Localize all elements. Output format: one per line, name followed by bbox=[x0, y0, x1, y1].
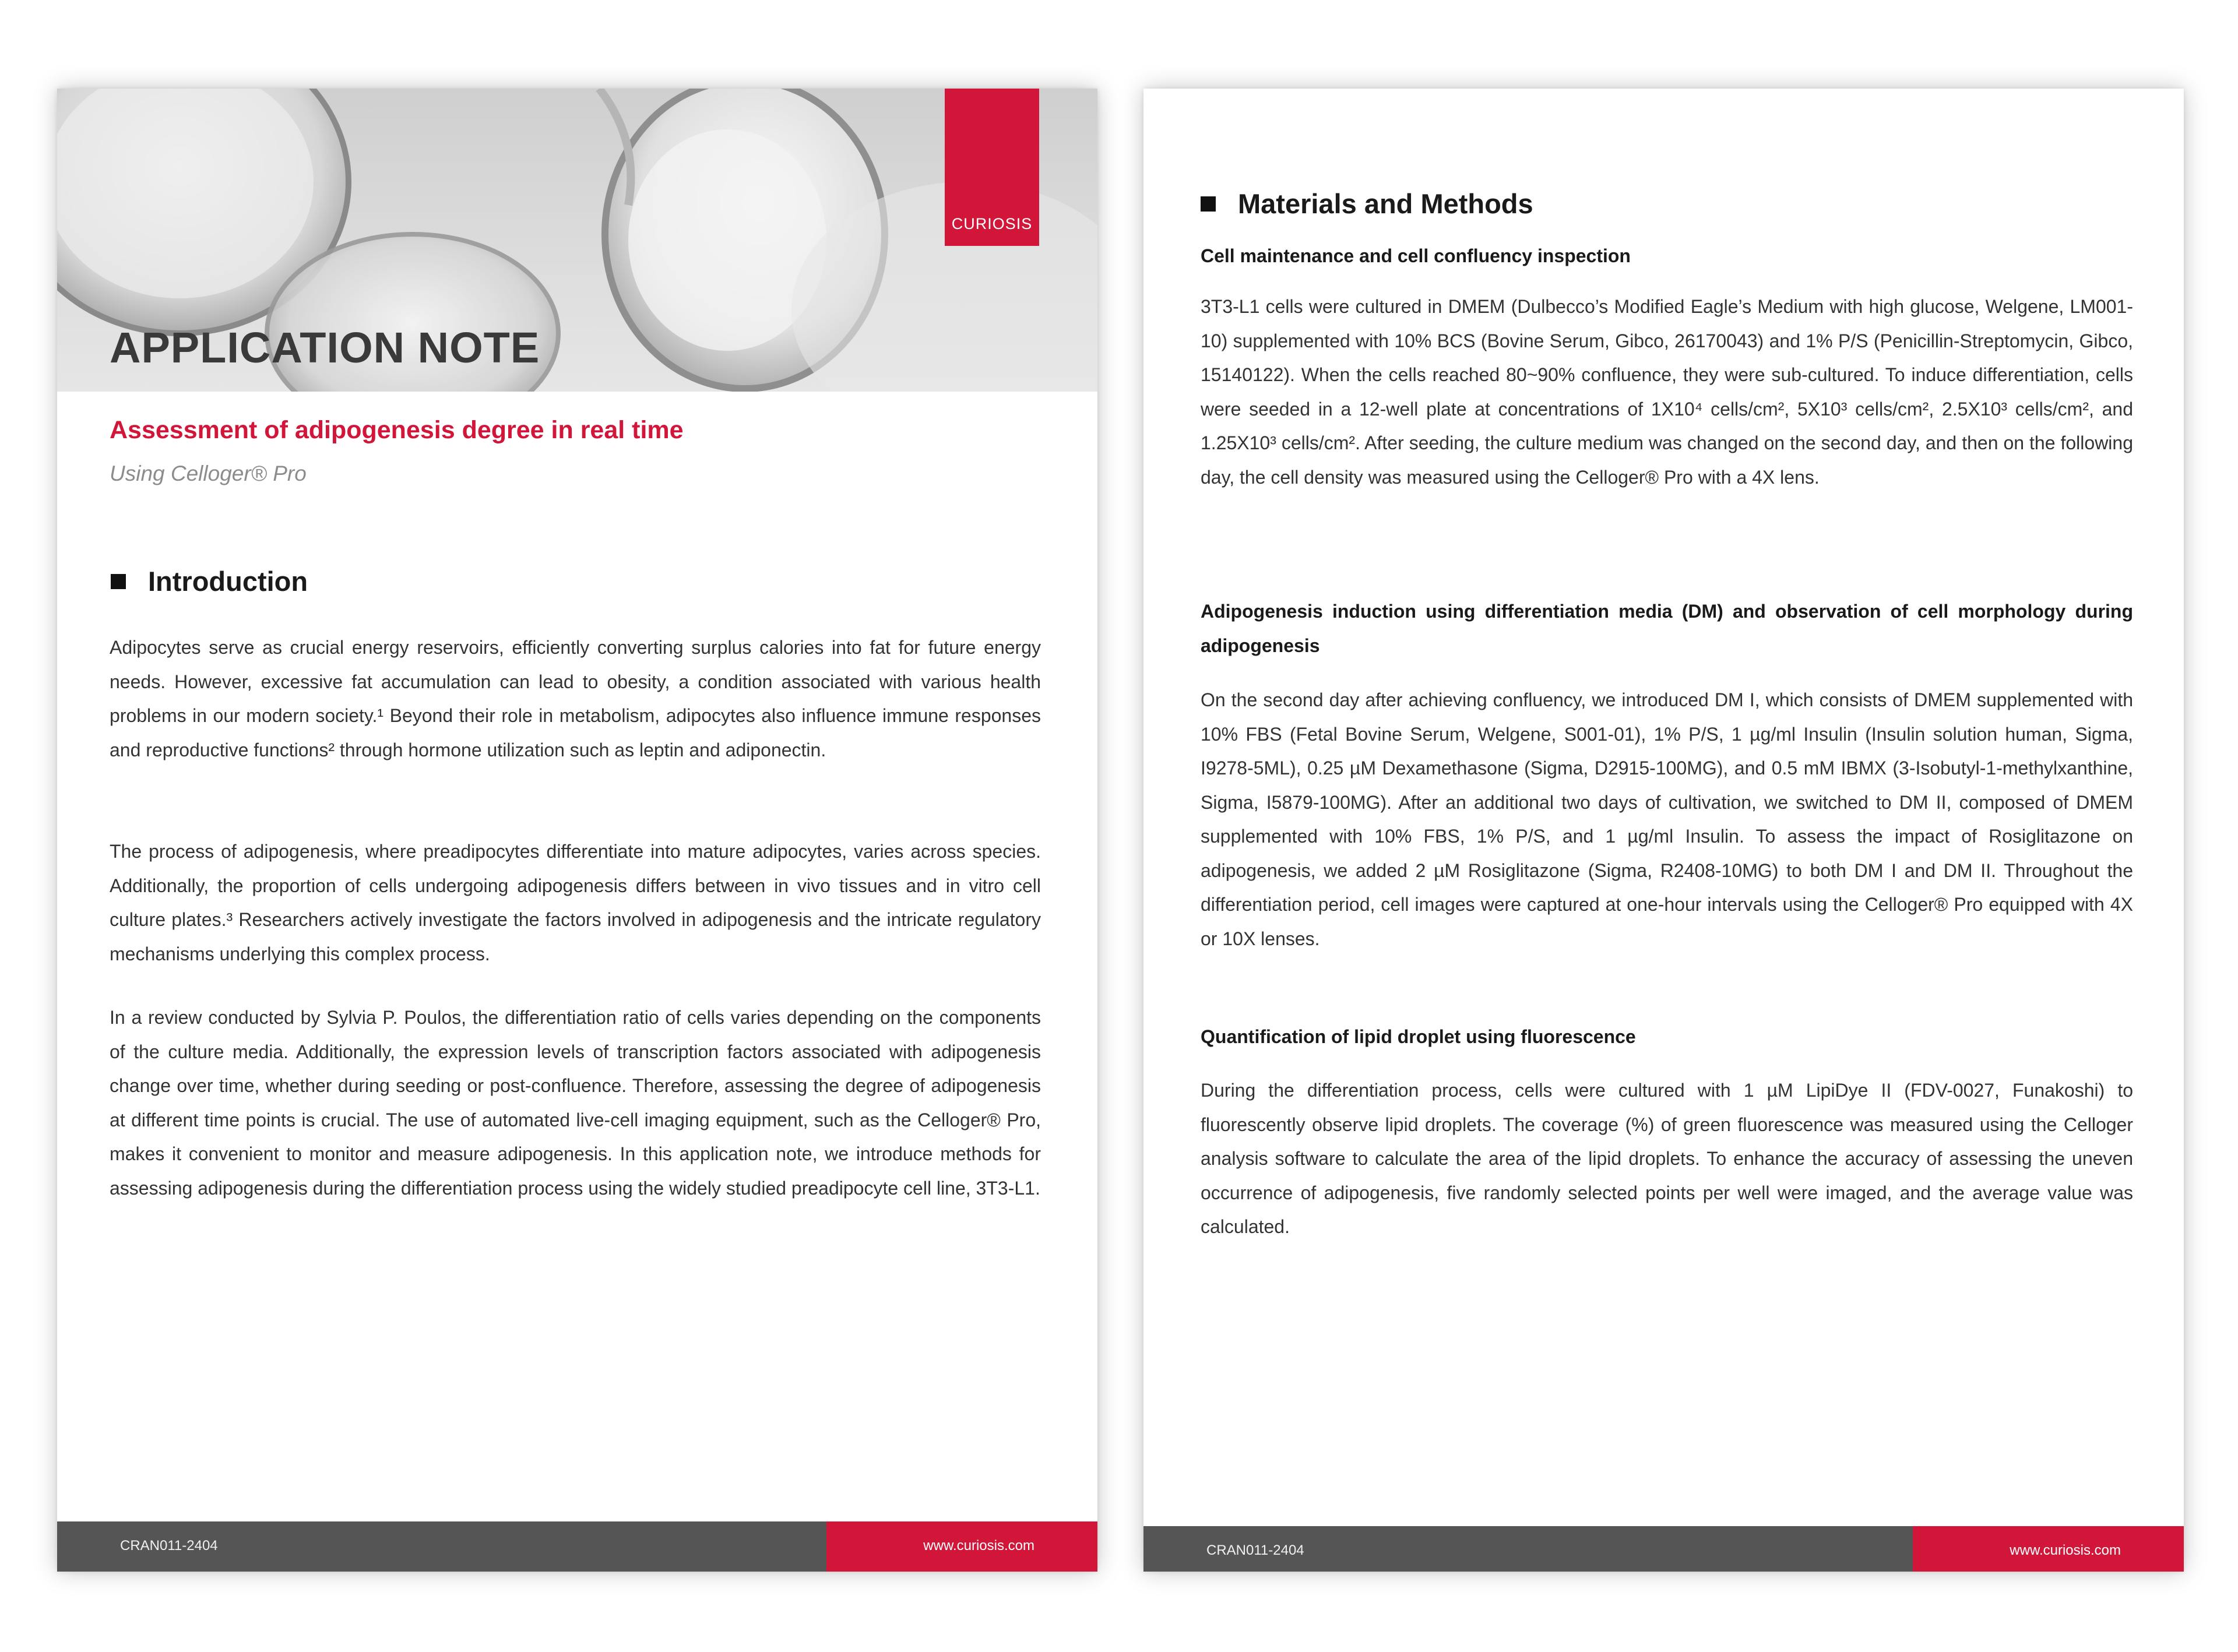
intro-paragraph-2: The process of adipogenesis, where preadipocytes differentiate into mature adipocytes, varies across species. Additionally, the proportion of cells undergoing adipogenesis differs between in vivo tissues and in vitro cell culture plates.³ Researchers actively investigate the factors involved in adipogenesis and the intricate regulatory mechanisms underlying this complex process. bbox=[110, 841, 1041, 964]
header-photo bbox=[57, 89, 1097, 392]
bullet-square-icon bbox=[1201, 196, 1216, 212]
subheading-lipid-quantification: Quantification of lipid droplet using fluorescence bbox=[1201, 1026, 1636, 1047]
materials-methods-heading bbox=[1201, 188, 1533, 220]
document-subtitle: Using Celloger® Pro bbox=[110, 462, 307, 485]
intro-paragraph-3: In a review conducted by Sylvia P. Poulos, the differentiation ratio of cells varies depending on the components of the culture media. Additionally, the expression levels of transcription factors associated with adipogenesis change over time, whether during seeding or post-confluence. Therefore, assessing the degree of adipogenesis at different time points is crucial. The use of automated live-cell imaging equipment, such as the Celloger® Pro, makes it convenient to monitor and measure adipogenesis. In this application note, we introduce methods for assessing adipogenesis during the differentiation process using the widely studied preadipocyte cell line, 3T3-L1. bbox=[110, 1007, 1041, 1199]
document-code: CRAN011-2404 bbox=[120, 1538, 218, 1554]
document-page-2 bbox=[1143, 89, 2184, 1572]
materials-methods-heading-text: Materials and Methods bbox=[1238, 188, 1533, 219]
curiosis-logo-tab bbox=[945, 89, 1039, 246]
subheading-adipogenesis-induction: Adipogenesis induction using differentiation media (DM) and observation of cell morphology during adipogenesis bbox=[1201, 601, 2133, 656]
introduction-heading bbox=[111, 565, 308, 597]
paragraph-adipogenesis-induction: On the second day after achieving confluency, we introduced DM I, which consists of DMEM supplemented with 10% FBS (Fetal Bovine Serum, Welgene, S001-01), 1% P/S, 1 µg/ml Insulin (Insulin solution human, Sigma, I9278-5ML), 0.25 µM Dexamethasone (Sigma, D2915-100MG), and 0.5 mM IBMX (3-Isobutyl-1-methylxanthine, Sigma, I5879-100MG). After an additional two days of cultivation, we switched to DM II, composed of DMEM supplemented with 10% FBS, 1% P/S, and 1 µg/ml Insulin. To assess the impact of Rosiglitazone on adipogenesis, we added 2 µM Rosiglitazone (Sigma, R2408-10MG) to both DM I and DM II. Throughout the differentiation period, cell images were captured at one-hour intervals using the Celloger® Pro equipped with 4X or 10X lenses. bbox=[1201, 689, 2133, 949]
paragraph-cell-maintenance: 3T3-L1 cells were cultured in DMEM (Dulbecco’s Modified Eagle’s Medium with high glucose, Welgene, LM001-10) supplemented with 10% BCS (Bovine Serum, Gibco, 26170043) and 1% P/S (Penicillin-Streptomycin, Gibco, 15140122). When the cells reached 80~90% confluence, they were sub-cultured. To induce differentiation, cells were seeded in a 12-well plate at concentrations of 1X10⁴ cells/cm², 5X10³ cells/cm², 2.5X10³ cells/cm², and 1.25X10³ cells/cm². After seeding, the culture medium was changed on the second day, and then on the following day, the cell density was measured using the Celloger® Pro with a 4X lens. bbox=[1201, 296, 2133, 488]
document-code: CRAN011-2404 bbox=[1206, 1542, 1304, 1558]
application-note-label: APPLICATION NOTE bbox=[110, 323, 540, 372]
introduction-heading-text: Introduction bbox=[148, 566, 308, 597]
page-footer bbox=[1143, 1526, 2184, 1572]
bullet-square-icon bbox=[111, 574, 126, 589]
document-page-1 bbox=[57, 89, 1097, 1572]
subheading-cell-maintenance: Cell maintenance and cell confluency inspection bbox=[1201, 245, 1631, 266]
page-footer bbox=[57, 1521, 1097, 1572]
footer-website-link[interactable]: www.curiosis.com bbox=[923, 1538, 1034, 1554]
paragraph-lipid-quantification: During the differentiation process, cells were cultured with 1 µM LipiDye II (FDV-0027, Funakoshi) to fluorescently observe lipid droplets. The coverage (%) of green fluorescence was measured using the Celloger analysis software to calculate the area of the lipid droplets. To enhance the accuracy of assessing the uneven occurrence of adipogenesis, five randomly selected points per well were imaged, and the average value was calculated. bbox=[1201, 1080, 2133, 1237]
brand-name: CURIOSIS bbox=[951, 215, 1033, 233]
footer-website-link[interactable]: www.curiosis.com bbox=[2010, 1542, 2121, 1558]
document-title: Assessment of adipogenesis degree in real time bbox=[110, 416, 684, 444]
intro-paragraph-1: Adipocytes serve as crucial energy reservoirs, efficiently converting surplus calories into fat for future energy needs. However, excessive fat accumulation can lead to obesity, a condition associated with various health problems in our modern society.¹ Beyond their role in metabolism, adipocytes also influence immune responses and reproductive functions² through hormone utilization such as leptin and adiponectin. bbox=[110, 637, 1041, 760]
